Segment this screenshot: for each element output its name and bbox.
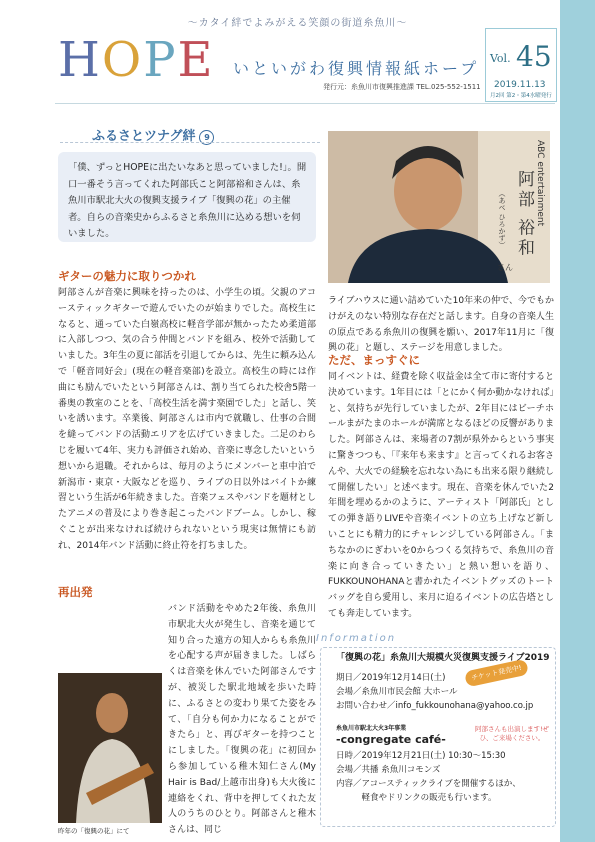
hope-logo [58, 32, 215, 88]
ticket-badge: チケット発売中! [464, 659, 529, 688]
event1-contact[interactable]: お問い合わせ／info_fukkounohana@yahoo.co.jp [336, 701, 534, 711]
event2-title: -congregate café- [336, 733, 446, 746]
section-body-continued: ライブハウスに通い詰めていた10年来の仲で、今でもかけがえのない特別な存在だと話します。自身の音楽人生の原点である糸魚川の復興を願い、2017年11月に「復興の花」と題し、ステージを用意しました。 [328, 296, 554, 354]
series-title-text: ふるさとツナグ絆 [92, 129, 196, 144]
information-title: Information [316, 633, 397, 644]
event2-datetime: 日時／2019年12月21日(土) 10:30〜15:30 [336, 751, 506, 761]
event2-venue: 会場／共播 糸魚川コモンズ [336, 765, 441, 775]
event1-title: 「復興の花」糸魚川大規模火災復興支援ライブ2019 [336, 653, 550, 663]
section-heading-restart: 再出発 [58, 585, 93, 599]
issue-date: 2019.11.13 [494, 80, 546, 90]
photo-caption-label: ABC entertainment [535, 140, 545, 227]
event1-date: 期日／2019年12月14日(土) [336, 673, 446, 683]
logo-letter-e: E [177, 32, 215, 88]
tagline: 〜カタイ絆でよみがえる笑顔の街道糸魚川〜 [187, 18, 408, 29]
newsletter-subtitle: いといがわ復興情報紙ホープ [233, 59, 480, 78]
intro-box: 「僕、ずっとHOPEに出たいなあと思っていました!」。開口一番そう言ってくれた阿部氏こと阿部裕和さんは、糸魚川市駅北大火の復興支援ライブ「復興の花」の主催者。自らの音楽史からふるさと糸魚川に込める想いを伺いました。 [58, 152, 316, 242]
event1-details [336, 671, 533, 713]
section-body-restart: バンド活動をやめた2年後、糸魚川市駅北大火が発生し、音楽を通じて知り合った遠方の知人からも糸魚川を心配する声が届きました。しばらくは音楽を休んでいた阿部さんですが、被災した駅北地域を歩いた時に、ふるさとの変わり果てた姿をみて、「自分も何か力になることができたら」と、再びギターを持つことにしました。「復興の花」に初回から参加している稚木知仁さん(My Hair is Bad/上越市出身)も大火後に連絡をくれ、背中を押してくれた友人のうちのひとり。阿部さんと稚木さんは、同じ [168, 604, 316, 836]
logo-letter-o: O [101, 32, 144, 88]
header-divider [55, 103, 555, 104]
volume-label: Vol. [490, 52, 511, 65]
live-photo-illustration [58, 673, 162, 823]
event2-note: 阿部さんも出演します!ぜひ、ご来場ください。 [474, 725, 550, 742]
photo-caption-ruby: （あべ ひろかず） [498, 190, 506, 249]
volume-number: 45 [516, 40, 552, 73]
event2-details [336, 749, 521, 805]
event2-content-cont: 軽食やドリンクの販売も行います。 [336, 793, 497, 803]
live-photo [58, 673, 162, 823]
live-photo-caption: 昨年の「復興の花」にて [58, 827, 130, 835]
teal-side-bar [560, 0, 595, 842]
section-heading-guitar: ギターの魅力に取りつかれ [58, 269, 196, 283]
event2-header: 糸魚川市駅北大火3年事業 [336, 725, 407, 732]
photo-caption-name: 阿部 裕和 [514, 170, 534, 259]
photo-caption-suffix: さん [497, 263, 513, 272]
publisher-info: 発行元：糸魚川市復興推進課 TEL.025-552-1511 [323, 83, 481, 91]
issue-frequency: 月2回 第2・第4水曜発行 [490, 93, 552, 99]
logo-letter-p: P [143, 32, 178, 88]
event2-content: 内容／アコースティックライブを開催するほか、 [336, 779, 521, 789]
series-number: 9 [199, 130, 214, 145]
logo-letter-h: H [58, 32, 102, 88]
event1-venue: 会場／糸魚川市民会館 大ホール [336, 687, 458, 697]
section-heading-straight: ただ、まっすぐに [328, 353, 420, 367]
section-body-straight: 同イベントは、経費を除く収益金は全て市に寄付すると決めています。1年目には「とにかく何か動かなければ」と、気持ちが先行していましたが、2年目にはビーチホールまがたまのホールが満席となるほどの反響がありました。阿部さんは、来場者の7割が県外からという事実に驚きつつも、「『来年も来ます』と言ってくれるお客さんや、大火での経験を忘れない為にも出来る限り継続して開催したい」と述べます。現在、音楽を休んでいた2年間を埋めるかのように、アーティスト「阿部氏」としての弾き語りLIVEや音楽イベントの立ち上げなど新しいことにも精力的にチャレンジしている阿部さん。「まちなかのにぎわいを0からつくる気持ちで、糸魚川の音楽に向き合っていきたい」と熱い想いを語り、FUKKOUNOHANAと書かれたイベントグッズのトートバッグを自ら愛用し、来月に迫るイベントの広告塔としても奔走しています。 [328, 372, 554, 619]
section-body-guitar: 阿部さんが音楽に興味を持ったのは、小学生の頃。父親のアコースティックギターで遊んでいたのが始まりでした。高校生になると、通っていた白嶺高校に軽音学部が無かったため柔道部に入部しつつ、気の合う仲間とバンドを組み、校外で活動していました。3年生の夏に部活を引退してからは、先生に頼み込んで「軽音同好会」(現在の軽音楽部)を設立。高校生の時には作曲にも励んでいたという阿部さんは、割り当てられた校舎5階一番奥の教室のことを、「高校生活を満す楽園でした」と話し、笑いを誘います。卒業後、阿部さんは市内で就職し、仕事の合間を縫ってバンドの活動エリアを広げていきました。二足のわらじを履いて4年、実力も評価され始め、音楽に専念したいという想いから退職。それからは、毎月のようにメンバーと車中泊で新潟市・東京・大阪などを巡り、ライブの日以外はバイトか練習という生活が6年続きました。音楽フェスやバンドを題材としたアニメの普及により巻き起こったバンドブーム。しかし、稼ぐことが出来なければ続けられないという現実は無情にも訪れ、2014年バンド活動に終止符を打ちました。 [58, 288, 316, 551]
series-divider [60, 142, 320, 143]
